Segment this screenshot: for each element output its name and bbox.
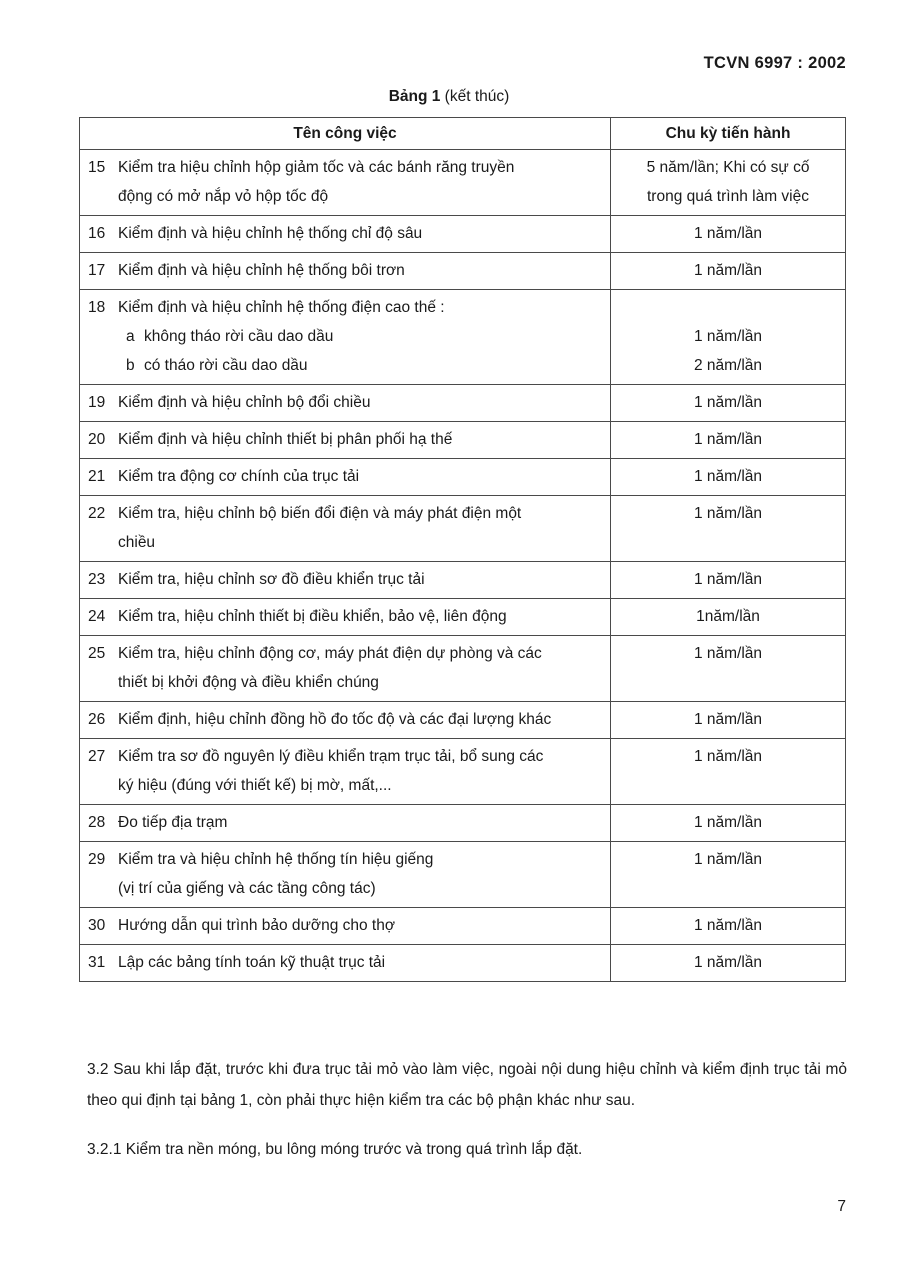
column-header-task: Tên công việc (80, 118, 611, 150)
table-row (80, 290, 846, 385)
task-cell (80, 599, 611, 636)
task-line (88, 565, 602, 594)
period-cell (611, 253, 846, 290)
task-number: 19 (88, 394, 106, 411)
paragraph-3-2-1: 3.2.1 Kiểm tra nền móng, bu lông móng trước và trong quá trình lắp đặt. (87, 1141, 583, 1158)
period-cell (611, 150, 846, 216)
period-text: 1 năm/lần (693, 917, 763, 934)
table-row (80, 385, 846, 422)
task-number: 22 (88, 505, 106, 522)
table-body (80, 150, 846, 982)
period-text: 5 năm/lần; Khi có sự cố (646, 159, 810, 176)
sub-item-text: không tháo rời cầu dao dầu (144, 328, 334, 345)
period-text (619, 293, 837, 322)
table-caption-label: Bảng 1 (388, 88, 441, 105)
task-line (88, 602, 602, 631)
task-cell (80, 253, 611, 290)
table-row (80, 496, 846, 562)
period-cell (611, 496, 846, 562)
task-line (88, 219, 602, 248)
period-text: 1 năm/lần (693, 571, 763, 588)
task-number: 26 (88, 711, 106, 728)
task-text: Kiểm định và hiệu chỉnh hệ thống chỉ độ sâu (118, 225, 423, 242)
task-cell (80, 702, 611, 739)
task-number: 29 (88, 851, 106, 868)
task-line (88, 948, 602, 977)
sub-item-text: có tháo rời cầu dao dầu (144, 357, 308, 374)
period-cell (611, 599, 846, 636)
task-line (88, 462, 602, 491)
period-text: 1 năm/lần (693, 468, 763, 485)
task-text: Kiểm định và hiệu chỉnh thiết bị phân phối hạ thế (118, 431, 453, 448)
task-text-continued: động có mở nắp vỏ hộp tốc độ (118, 188, 329, 205)
task-text-continued: ký hiệu (đúng với thiết kế) bị mờ, mất,... (118, 777, 392, 794)
task-line (88, 388, 602, 417)
period-cell (611, 702, 846, 739)
task-number: 27 (88, 748, 106, 765)
task-cell (80, 290, 611, 385)
task-text: Kiểm tra, hiệu chỉnh sơ đồ điều khiển trục tải (118, 571, 425, 588)
period-text: 1năm/lần (696, 608, 760, 625)
table-row (80, 150, 846, 216)
table-row (80, 908, 846, 945)
table-row (80, 459, 846, 496)
task-number: 30 (88, 917, 106, 934)
period-cell (611, 842, 846, 908)
sub-item (88, 322, 602, 351)
task-cell (80, 908, 611, 945)
period-text: 1 năm/lần (693, 431, 763, 448)
column-header-period: Chu kỳ tiến hành (611, 118, 846, 150)
sub-item-letter: a (126, 328, 135, 345)
task-cell (80, 562, 611, 599)
sub-item-period: 1 năm/lần (693, 328, 763, 345)
table-row (80, 805, 846, 842)
task-number: 31 (88, 954, 106, 971)
maintenance-schedule-table (79, 117, 846, 982)
task-text: Hướng dẫn qui trình bảo dưỡng cho thợ (118, 917, 396, 934)
task-number: 15 (88, 159, 106, 176)
period-text: 1 năm/lần (693, 505, 763, 522)
task-cell (80, 945, 611, 982)
table-caption (0, 88, 898, 106)
task-line (88, 293, 602, 322)
table-row (80, 945, 846, 982)
period-cell (611, 908, 846, 945)
task-text-continued: thiết bị khởi động và điều khiển chúng (118, 674, 379, 691)
task-cell (80, 385, 611, 422)
standard-code: TCVN 6997 : 2002 (703, 54, 846, 72)
sub-item (88, 351, 602, 380)
table-header-row (80, 118, 846, 150)
task-line (88, 911, 602, 940)
table-row (80, 599, 846, 636)
table-row (80, 739, 846, 805)
task-cell (80, 216, 611, 253)
task-line (88, 153, 602, 182)
task-line (88, 499, 602, 528)
period-cell (611, 459, 846, 496)
task-number: 25 (88, 645, 106, 662)
table-row (80, 702, 846, 739)
table-row (80, 216, 846, 253)
period-cell (611, 385, 846, 422)
task-line (88, 742, 602, 771)
period-text: 1 năm/lần (693, 262, 763, 279)
page-number: 7 (837, 1198, 846, 1215)
period-cell (611, 290, 846, 385)
task-text-continued: (vị trí của giếng và các tầng công tác) (118, 880, 376, 897)
period-cell (611, 805, 846, 842)
task-number: 28 (88, 814, 106, 831)
task-line (88, 705, 602, 734)
table-caption-suffix: (kết thúc) (440, 88, 510, 105)
task-number: 18 (88, 299, 106, 316)
task-line (88, 256, 602, 285)
task-number: 21 (88, 468, 106, 485)
period-text: 1 năm/lần (693, 711, 763, 728)
task-cell (80, 739, 611, 805)
task-number: 16 (88, 225, 106, 242)
task-line (88, 808, 602, 837)
period-cell (611, 216, 846, 253)
period-cell (611, 636, 846, 702)
task-line (88, 845, 602, 874)
task-text: Kiểm định và hiệu chỉnh hệ thống bôi trơn (118, 262, 405, 279)
task-text: Kiểm tra, hiệu chỉnh thiết bị điều khiển, bảo vệ, liên động (118, 608, 507, 625)
paragraph-3-2: 3.2 Sau khi lắp đặt, trước khi đưa trục tải mỏ vào làm việc, ngoài nội dung hiệu chỉnh và kiểm định trục tải mỏ theo qui định tại bảng 1, còn phải thực hiện kiểm tra các bộ phận khác như sau. (87, 1061, 847, 1109)
task-cell (80, 805, 611, 842)
period-text: trong quá trình làm việc (647, 188, 809, 205)
period-cell (611, 945, 846, 982)
period-text: 1 năm/lần (693, 814, 763, 831)
task-cell (80, 842, 611, 908)
task-text: Kiểm tra sơ đồ nguyên lý điều khiển trạm trục tải, bổ sung các (118, 748, 544, 765)
task-cell (80, 496, 611, 562)
period-cell (611, 422, 846, 459)
task-text: Kiểm định và hiệu chỉnh hệ thống điện cao thế : (118, 299, 445, 316)
period-text: 1 năm/lần (693, 954, 763, 971)
table-row (80, 422, 846, 459)
task-text: Kiểm tra, hiệu chỉnh bộ biến đổi điện và máy phát điện một (118, 505, 522, 522)
task-text: Lập các bảng tính toán kỹ thuật trục tải (118, 954, 386, 971)
task-text: Đo tiếp địa trạm (118, 814, 228, 831)
task-cell (80, 422, 611, 459)
task-cell (80, 636, 611, 702)
task-number: 20 (88, 431, 106, 448)
sub-item-letter: b (126, 357, 135, 374)
table-row (80, 562, 846, 599)
task-line (88, 425, 602, 454)
period-text: 1 năm/lần (693, 645, 763, 662)
task-text: Kiểm định và hiệu chỉnh bộ đổi chiều (118, 394, 371, 411)
task-text: Kiểm tra, hiệu chỉnh động cơ, máy phát điện dự phòng và các (118, 645, 542, 662)
period-cell (611, 739, 846, 805)
period-cell (611, 562, 846, 599)
task-number: 17 (88, 262, 106, 279)
period-text: 1 năm/lần (693, 851, 763, 868)
task-text: Kiểm tra động cơ chính của trục tải (118, 468, 360, 485)
task-number: 24 (88, 608, 106, 625)
table-row (80, 253, 846, 290)
task-cell (80, 150, 611, 216)
task-text: Kiểm tra và hiệu chỉnh hệ thống tín hiệu giếng (118, 851, 434, 868)
sub-item-period: 2 năm/lần (693, 357, 763, 374)
task-cell (80, 459, 611, 496)
table-row (80, 842, 846, 908)
task-text: Kiểm tra hiệu chỉnh hộp giảm tốc và các bánh răng truyền (118, 159, 515, 176)
task-text: Kiểm định, hiệu chỉnh đồng hồ đo tốc độ và các đại lượng khác (118, 711, 552, 728)
task-line (88, 639, 602, 668)
task-number: 23 (88, 571, 106, 588)
period-text: 1 năm/lần (693, 748, 763, 765)
task-text-continued: chiều (118, 534, 156, 551)
table-row (80, 636, 846, 702)
period-text: 1 năm/lần (693, 225, 763, 242)
period-text: 1 năm/lần (693, 394, 763, 411)
